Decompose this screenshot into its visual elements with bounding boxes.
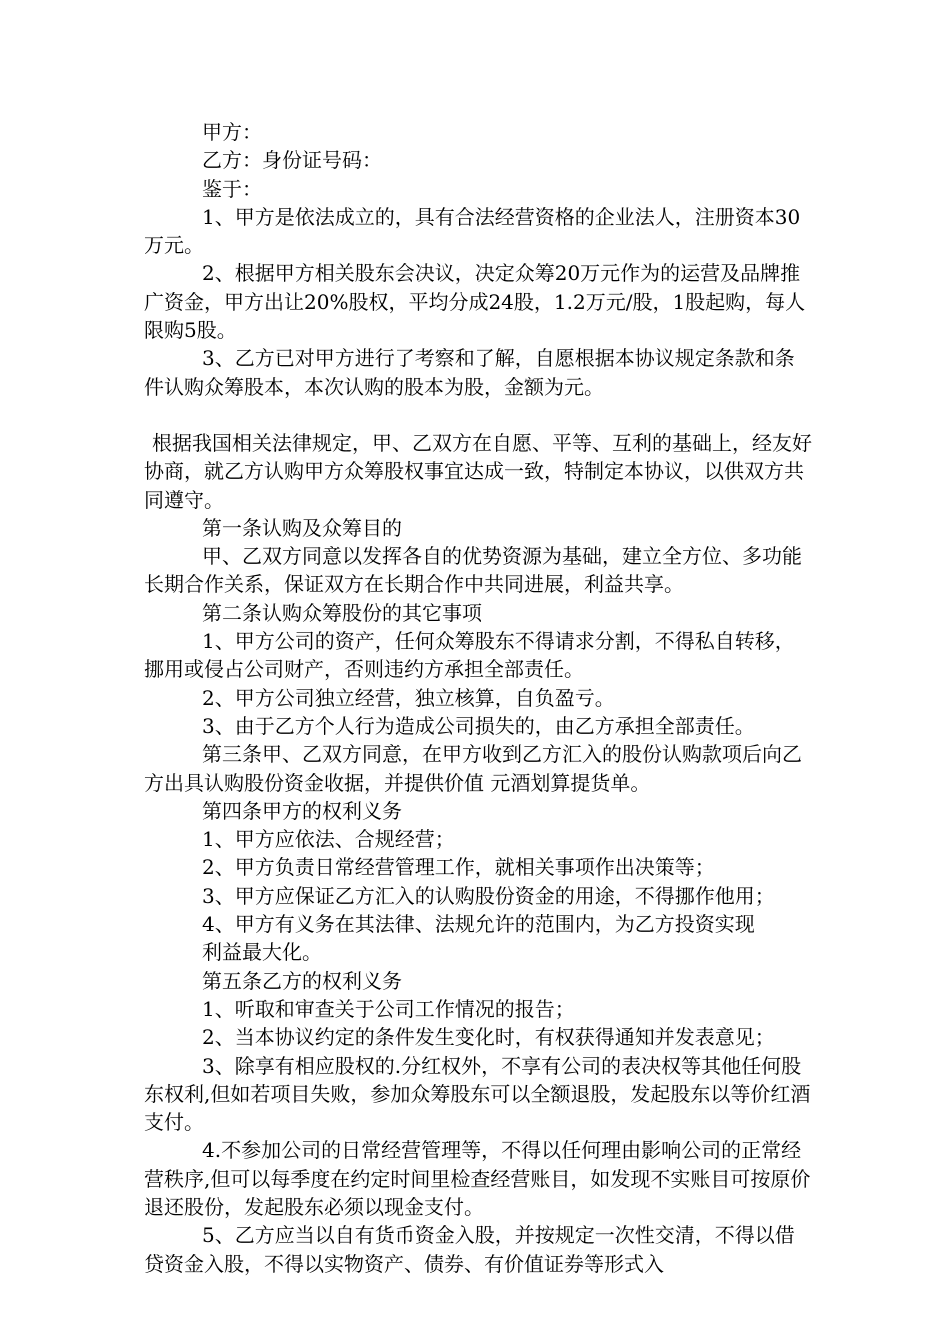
article-5-item-5: 5、乙方应当以自有货币资金入股，并按规定一次性交清，不得以借贷资金入股，不得以实物资产、债券、有价值证券等形式入 [144, 1223, 795, 1276]
article-4-item-4: 4、甲方有义务在其法律、法规允许的范围内，为乙方投资实现 [202, 912, 755, 937]
article-5-item-4: 4.不参加公司的日常经营管理等，不得以任何理由影响公司的正常经营秩序,但可以每季度在约定时间里检查经营账目，如发现不实账目可按原价退还股份，发起股东必须以现金支付。 [144, 1138, 811, 1219]
article-2-item-1: 1、甲方公司的资产，任何众筹股东不得请求分割，不得私自转移，挪用或侵占公司财产，否则违约方承担全部责任。 [144, 629, 795, 682]
article-4-item-1: 1、甲方应依法、合规经营； [202, 827, 455, 852]
paragraph-gap [144, 401, 812, 429]
article-1-body: 甲、乙双方同意以发挥各自的优势资源为基础，建立全方位、多功能长期合作关系，保证双方在长期合作中共同进展，利益共享。 [144, 544, 802, 597]
article-4-title: 第四条甲方的权利义务 [202, 798, 402, 823]
party-a-line: 甲方： [202, 120, 262, 144]
article-5-item-2: 2、当本协议约定的条件发生变化时，有权获得通知并发表意见； [202, 1025, 775, 1050]
recital-2: 2、根据甲方相关股东会决议，决定众筹20万元作为的运营及品牌推广资金，甲方出让20%股权，平均分成24股，1.2万元/股，1股起购，每人限购5股。 [144, 261, 806, 343]
document-body [144, 118, 812, 1278]
recital-3: 3、乙方已对甲方进行了考察和了解，自愿根据本协议规定条款和条件认购众筹股本，本次认购的股本为股，金额为元。 [144, 346, 795, 399]
article-2-item-3: 3、由于乙方个人行为造成公司损失的，由乙方承担全部责任。 [202, 713, 755, 738]
article-1-title: 第一条认购及众筹目的 [202, 515, 402, 540]
article-2-item-2: 2、甲方公司独立经营，独立核算，自负盈亏。 [202, 685, 615, 710]
whereas-heading: 鉴于： [202, 176, 262, 201]
article-5-item-3: 3、除享有相应股权的.分红权外，不享有公司的表决权等其他任何股东权利,但如若项目失败，参加众筹股东可以全额退股，发起股东以等价红酒支付。 [144, 1053, 811, 1135]
article-5-title: 第五条乙方的权利义务 [202, 968, 402, 993]
article-4-item-3: 3、甲方应保证乙方汇入的认购股份资金的用途，不得挪作他用； [202, 883, 775, 908]
recital-1: 1、甲方是依法成立的，具有合法经营资格的企业法人，注册资本30万元。 [144, 204, 801, 258]
article-2-title: 第二条认购众筹股份的其它事项 [202, 600, 482, 625]
article-4-item-4-continued: 利益最大化。 [202, 940, 322, 965]
preamble: 根据我国相关法律规定，甲、乙双方在自愿、平等、互利的基础上，经友好协商，就乙方认购甲方众筹股权事宜达成一致，特制定本协议，以供双方共同遵守。 [144, 430, 812, 512]
article-5-item-1: 1、听取和审查关于公司工作情况的报告； [202, 996, 575, 1021]
party-b-line: 乙方：身份证号码： [202, 148, 382, 173]
article-4-item-2: 2、甲方负责日常经营管理工作，就相关事项作出决策等； [202, 855, 715, 880]
article-3: 第三条甲、乙双方同意，在甲方收到乙方汇入的股份认购款项后向乙方出具认购股份资金收据，并提供价值 元酒划算提货单。 [144, 742, 802, 795]
